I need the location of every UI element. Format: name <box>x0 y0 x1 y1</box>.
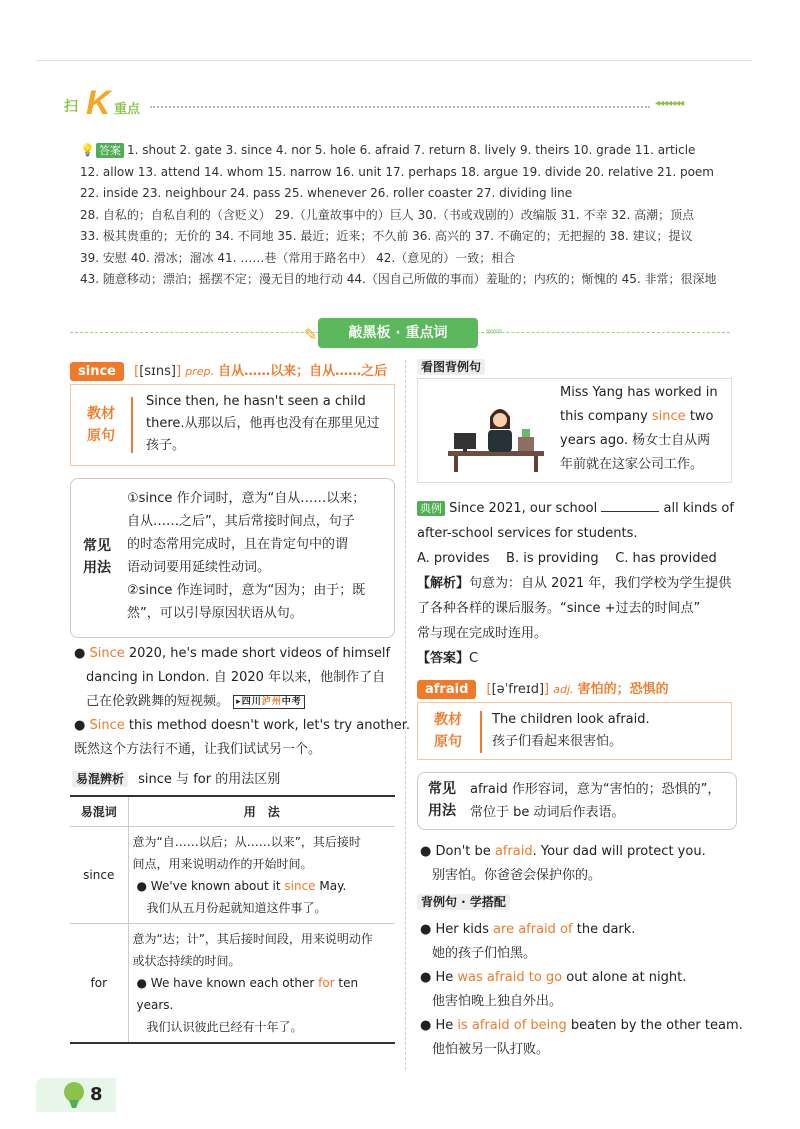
since-original-text: Since then, he hasn't seen a child there.从那以后，他再也没有在那里见过孩子。 <box>146 394 380 453</box>
since-example-1: ● Since 2020, he's made short videos of himself dancing in London. 自 2020 年以来，他制作了自 己在伦敦跳舞的短视频。 ▸四川泸州中考 <box>74 646 391 709</box>
table-word: for <box>70 923 128 1043</box>
answer-row: 💡 答案 1. shout 2. gate 3. since 4. nor 5. hole 6. afraid 7. return 8. lively 9. theirs 10. grade 11. article <box>80 140 780 162</box>
office-worker-illustration <box>434 389 554 474</box>
page-number-badge <box>36 1078 116 1112</box>
answer-badge: 答案 <box>96 143 124 158</box>
answer-row: 12. allow 13. attend 14. whom 15. narrow 16. unit 17. perhaps 18. argue 19. divide 20. relative 21. poem <box>80 164 714 179</box>
lightbulb-icon: 💡 <box>80 143 95 157</box>
since-for-table <box>70 795 395 1044</box>
collocation-examples: ● Her kids are afraid of the dark. 她的孩子们怕黑。 ● He was afraid to go out alone at night. 他害怕晚上独自外出。 ● He is afraid of being beaten by the other team. 他怕被另一队打败。 <box>420 922 743 1057</box>
since-example-2: ● Since this method doesn't work, let's try another. 既然这个方法行不通，让我们试试另一个。 <box>74 718 411 757</box>
confuse-heading <box>72 768 280 787</box>
orig-label: 教材 <box>434 712 462 728</box>
afraid-phonetic: [əˈfreɪd] <box>491 682 545 697</box>
banner-arrows-icon: »»» <box>485 324 502 338</box>
table-usage: 意为“自……以后；从……以来”，其后接时 间点，用来说明动作的开始时间。 ● We've known about it since May. 我们从五月份起就知道这件事了。 <box>128 826 395 923</box>
afraid-pos: adj. <box>553 683 574 696</box>
word-tag-since: since <box>70 362 124 381</box>
logo-suffix: 重点 <box>114 102 141 117</box>
answer-row: 43. 随意移动；漂泊；摇摆不定；漫无目的地行动 44.（因自己所做的事而）羞耻的；内疚的；惭愧的 45. 非常；很深地 <box>80 272 717 286</box>
orig-label: 原句 <box>434 734 462 750</box>
answer-row: 22. inside 23. neighbour 24. pass 25. whenever 26. roller coaster 27. dividing line <box>80 186 573 200</box>
logo-k: K <box>86 84 111 122</box>
word-tag-afraid: afraid <box>417 680 476 699</box>
afraid-usage-box <box>417 772 737 830</box>
afraid-example: ● Don't be afraid. Your dad will protect you. 别害怕。你爸爸会保护你的。 <box>420 844 706 883</box>
header-arrows-icon: ◂◂◂◂◂◂◂ <box>655 98 684 109</box>
column-divider <box>405 360 406 1070</box>
since-usage-text: ①since 作介词时，意为“自从……以来； 自从……之后”，其后常接时间点，句子 的时态常用完成时，且在肯定句中的谓 语动词要用延续性动词。 ②since 作连词时，意为“因为；由于；既 然”，可以引导原因状语从句。 <box>127 491 366 621</box>
picture-text: Miss Yang has worked in this company since two years ago. 杨女士自从两 年前就在这家公司工作。 <box>560 385 718 472</box>
page-number: 8 <box>90 1084 103 1105</box>
table-header: 易混词 <box>70 796 128 826</box>
afraid-heading: afraid [[əˈfreɪd]] adj. 害怕的；恐惧的 <box>417 678 669 699</box>
source-tag: ▸四川泸州中考 <box>233 695 305 709</box>
example-question: 典例 Since 2021, our school all kinds of after-school services for students. A. provides B. is providing C. has provided 【解析】句意为：自从 2021 年，我们学校为学生提供 了各种各样的课后服务。“since +过去的时间点” 常与现在完成时连用。 【答案】C <box>417 496 742 671</box>
table-row <box>70 923 395 1043</box>
example-options: A. provides B. is providing C. has provided <box>417 551 717 566</box>
pencil-icon: ✎ <box>304 325 318 344</box>
confuse-label: 易混辨析 <box>72 771 128 787</box>
since-pos: prep. <box>185 365 214 378</box>
section-banner: ✎ 敲黑板 · 重点词 <box>318 318 478 348</box>
table-header: 用 法 <box>128 796 395 826</box>
example-badge: 典例 <box>417 501 445 516</box>
orig-divider <box>480 711 482 753</box>
answer-list <box>80 140 780 291</box>
table-usage: 意为“达；计”，其后接时间段，用来说明动作 或状态持续的时间。 ● We have known each other for ten years. 我们认识彼此已经有十年了。 <box>128 923 395 1043</box>
usage-label: 常见 <box>83 538 111 554</box>
orig-label: 原句 <box>87 428 115 444</box>
since-phonetic: [sɪns] <box>139 364 176 379</box>
answer-row: 33. 极其贵重的；无价的 34. 不同地 35. 最近；近来；不久前 36. 高兴的 37. 不确定的；无把握的 38. 建议；提议 <box>80 229 693 243</box>
orig-label: 教材 <box>87 406 115 422</box>
section-logo <box>64 84 152 122</box>
picture-label: 看图背例句 <box>417 359 485 375</box>
logo-prefix: 扫 <box>64 99 78 115</box>
since-usage-box <box>70 478 395 638</box>
usage-label: 常见 <box>428 781 456 797</box>
confuse-title: since 与 for 的用法区别 <box>138 772 281 787</box>
top-rule <box>36 60 752 61</box>
table-header-row <box>70 796 395 826</box>
usage-label: 用法 <box>83 560 111 576</box>
table-row <box>70 826 395 923</box>
answer-row: 28. 自私的；自私自利的（含贬义） 29.（儿童故事中的）巨人 30.（书或戏剧的）改编版 31. 不幸 32. 高潮；顶点 <box>80 207 695 222</box>
header-dotted-line <box>150 106 650 108</box>
since-meaning: 自从……以来；自从……之后 <box>218 364 388 379</box>
afraid-original-sentence-box <box>417 702 732 760</box>
collocation-label: 背例句 · 学搭配 <box>417 894 510 910</box>
balloon-icon <box>36 1078 116 1112</box>
afraid-meaning: 害怕的；恐惧的 <box>577 682 669 697</box>
orig-divider <box>131 397 133 453</box>
since-original-sentence-box <box>70 384 395 466</box>
answer-row: 39. 安慰 40. 滑冰；溜冰 41. ……巷（常用于路名中） 42.（意见的）一致；相合 <box>80 250 516 265</box>
picture-label-wrap <box>417 358 485 375</box>
usage-label: 用法 <box>428 803 456 819</box>
table-word: since <box>70 826 128 923</box>
afraid-original-text: The children look afraid. 孩子们看起来很害怕。 <box>492 712 650 749</box>
afraid-usage-text: afraid 作形容词，意为“害怕的；恐惧的”， 常位于 be 动词后作表语。 <box>470 782 721 820</box>
picture-example-box <box>417 378 732 483</box>
collocation-label-wrap <box>417 893 510 910</box>
since-heading: since [[sɪns]] prep. 自从……以来；自从……之后 <box>70 360 387 381</box>
answer-blank <box>601 511 659 512</box>
